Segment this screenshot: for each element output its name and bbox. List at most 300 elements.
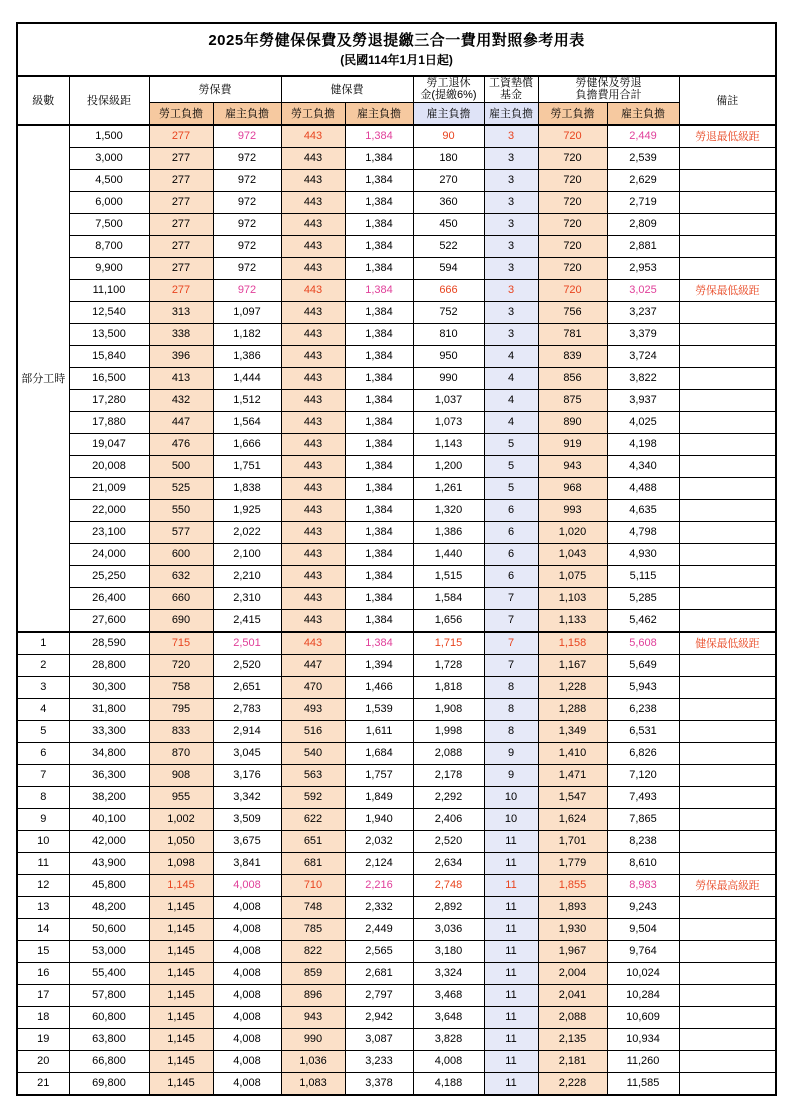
cell-health-employer: 1,384 — [345, 565, 413, 587]
cell-total-employer: 2,881 — [607, 235, 679, 257]
cell-total-employee: 1,103 — [538, 587, 607, 609]
header-health-insurance: 健保費 — [281, 76, 413, 103]
cell-health-employer: 1,384 — [345, 609, 413, 632]
cell-pension-employer: 1,908 — [413, 698, 484, 720]
header-bracket: 投保級距 — [69, 76, 149, 125]
table-title — [17, 23, 776, 76]
cell-labor-employee: 1,145 — [149, 984, 213, 1006]
header-grade: 級數 — [17, 76, 69, 125]
cell-total-employer: 8,983 — [607, 874, 679, 896]
cell-grade: 8 — [17, 786, 69, 808]
cell-wage-fund: 11 — [484, 918, 538, 940]
cell-bracket: 17,280 — [69, 389, 149, 411]
cell-total-employee: 1,075 — [538, 565, 607, 587]
subheader-total-employee: 勞工負擔 — [538, 102, 607, 125]
cell-bracket: 8,700 — [69, 235, 149, 257]
cell-grade: 12 — [17, 874, 69, 896]
cell-total-employer: 10,934 — [607, 1028, 679, 1050]
cell-labor-employer: 2,100 — [213, 543, 281, 565]
cell-total-employer: 5,285 — [607, 587, 679, 609]
cell-bracket: 23,100 — [69, 521, 149, 543]
cell-labor-employer: 2,415 — [213, 609, 281, 632]
table-row — [17, 499, 776, 521]
cell-labor-employer: 3,841 — [213, 852, 281, 874]
cell-wage-fund: 6 — [484, 521, 538, 543]
cell-total-employer: 6,238 — [607, 698, 679, 720]
cell-labor-employer: 972 — [213, 257, 281, 279]
cell-total-employee: 1,043 — [538, 543, 607, 565]
table-row — [17, 191, 776, 213]
cell-wage-fund: 11 — [484, 1028, 538, 1050]
cell-note — [679, 609, 776, 632]
cell-note — [679, 169, 776, 191]
cell-note — [679, 587, 776, 609]
cell-labor-employee: 1,145 — [149, 1006, 213, 1028]
cell-note — [679, 918, 776, 940]
cell-pension-employer: 4,188 — [413, 1072, 484, 1095]
cell-health-employer: 3,378 — [345, 1072, 413, 1095]
cell-health-employer: 1,384 — [345, 323, 413, 345]
cell-health-employer: 1,384 — [345, 169, 413, 191]
cell-labor-employer: 4,008 — [213, 896, 281, 918]
cell-health-employer: 1,384 — [345, 543, 413, 565]
cell-total-employee: 943 — [538, 455, 607, 477]
cell-wage-fund: 7 — [484, 632, 538, 655]
cell-wage-fund: 11 — [484, 896, 538, 918]
cell-total-employer: 4,930 — [607, 543, 679, 565]
header-labor-insurance: 勞保費 — [149, 76, 281, 103]
cell-bracket: 69,800 — [69, 1072, 149, 1095]
title-row — [17, 23, 776, 76]
cell-labor-employee: 715 — [149, 632, 213, 655]
cell-wage-fund: 6 — [484, 499, 538, 521]
cell-labor-employer: 972 — [213, 213, 281, 235]
table-row — [17, 257, 776, 279]
cell-total-employee: 756 — [538, 301, 607, 323]
cell-total-employee: 1,930 — [538, 918, 607, 940]
cell-health-employer: 1,384 — [345, 191, 413, 213]
cell-wage-fund: 5 — [484, 455, 538, 477]
cell-health-employer: 3,233 — [345, 1050, 413, 1072]
cell-pension-employer: 1,200 — [413, 455, 484, 477]
cell-note — [679, 455, 776, 477]
cell-grade: 18 — [17, 1006, 69, 1028]
cell-labor-employee: 1,098 — [149, 852, 213, 874]
cell-health-employee: 592 — [281, 786, 345, 808]
cell-total-employee: 890 — [538, 411, 607, 433]
header-pension-line1: 勞工退休 — [426, 76, 471, 89]
cell-health-employer: 1,384 — [345, 521, 413, 543]
cell-labor-employer: 4,008 — [213, 1050, 281, 1072]
cell-health-employer: 1,384 — [345, 367, 413, 389]
cell-bracket: 42,000 — [69, 830, 149, 852]
cell-labor-employer: 1,838 — [213, 477, 281, 499]
cell-labor-employer: 1,444 — [213, 367, 281, 389]
cell-pension-employer: 2,178 — [413, 764, 484, 786]
cell-pension-employer: 2,520 — [413, 830, 484, 852]
cell-labor-employer: 4,008 — [213, 918, 281, 940]
table-row — [17, 279, 776, 301]
cell-bracket: 20,008 — [69, 455, 149, 477]
cell-wage-fund: 11 — [484, 984, 538, 1006]
table-row — [17, 676, 776, 698]
cell-pension-employer: 2,634 — [413, 852, 484, 874]
subheader-li-employer: 雇主負擔 — [213, 102, 281, 125]
cell-bracket: 15,840 — [69, 345, 149, 367]
cell-total-employer: 2,809 — [607, 213, 679, 235]
cell-pension-employer: 360 — [413, 191, 484, 213]
cell-note — [679, 984, 776, 1006]
cell-total-employer: 5,608 — [607, 632, 679, 655]
cell-labor-employee: 833 — [149, 720, 213, 742]
cell-health-employee: 443 — [281, 169, 345, 191]
cell-health-employee: 896 — [281, 984, 345, 1006]
cell-labor-employee: 277 — [149, 125, 213, 148]
cell-health-employer: 2,124 — [345, 852, 413, 874]
cell-wage-fund: 9 — [484, 764, 538, 786]
cell-total-employer: 5,943 — [607, 676, 679, 698]
cell-bracket: 9,900 — [69, 257, 149, 279]
cell-note: 健保最低級距 — [679, 632, 776, 655]
cell-labor-employee: 277 — [149, 235, 213, 257]
cell-bracket: 31,800 — [69, 698, 149, 720]
cell-bracket: 7,500 — [69, 213, 149, 235]
table-row — [17, 543, 776, 565]
cell-wage-fund: 8 — [484, 676, 538, 698]
cell-labor-employee: 632 — [149, 565, 213, 587]
cell-bracket: 24,000 — [69, 543, 149, 565]
cell-grade: 9 — [17, 808, 69, 830]
cell-pension-employer: 810 — [413, 323, 484, 345]
cell-total-employer: 10,284 — [607, 984, 679, 1006]
cell-labor-employer: 4,008 — [213, 984, 281, 1006]
cell-note — [679, 433, 776, 455]
cell-total-employee: 1,158 — [538, 632, 607, 655]
table-row — [17, 918, 776, 940]
cell-bracket: 4,500 — [69, 169, 149, 191]
cell-wage-fund: 6 — [484, 543, 538, 565]
title-line-2: (民國114年1月1日起) — [340, 52, 453, 67]
cell-labor-employee: 413 — [149, 367, 213, 389]
cell-labor-employer: 4,008 — [213, 962, 281, 984]
cell-wage-fund: 3 — [484, 125, 538, 148]
cell-health-employee: 1,083 — [281, 1072, 345, 1095]
cell-note — [679, 654, 776, 676]
cell-health-employee: 447 — [281, 654, 345, 676]
cell-health-employer: 2,216 — [345, 874, 413, 896]
subheader-nhi-employer: 雇主負擔 — [345, 102, 413, 125]
cell-health-employer: 1,384 — [345, 389, 413, 411]
cell-bracket: 21,009 — [69, 477, 149, 499]
table-row — [17, 764, 776, 786]
cell-wage-fund: 11 — [484, 940, 538, 962]
cell-health-employee: 710 — [281, 874, 345, 896]
cell-labor-employer: 1,386 — [213, 345, 281, 367]
cell-labor-employer: 1,751 — [213, 455, 281, 477]
cell-health-employee: 943 — [281, 1006, 345, 1028]
cell-bracket: 50,600 — [69, 918, 149, 940]
cell-labor-employer: 1,097 — [213, 301, 281, 323]
header-total — [538, 76, 679, 103]
cell-labor-employee: 277 — [149, 257, 213, 279]
cell-health-employer: 3,087 — [345, 1028, 413, 1050]
cell-note — [679, 389, 776, 411]
cell-labor-employee: 1,145 — [149, 874, 213, 896]
table-row — [17, 808, 776, 830]
table-row — [17, 698, 776, 720]
cell-health-employer: 1,611 — [345, 720, 413, 742]
cell-health-employer: 2,332 — [345, 896, 413, 918]
cell-total-employer: 7,120 — [607, 764, 679, 786]
cell-labor-employee: 277 — [149, 279, 213, 301]
cell-wage-fund: 3 — [484, 191, 538, 213]
cell-health-employee: 859 — [281, 962, 345, 984]
cell-health-employer: 1,394 — [345, 654, 413, 676]
cell-health-employee: 443 — [281, 279, 345, 301]
cell-total-employee: 1,967 — [538, 940, 607, 962]
cell-health-employee: 1,036 — [281, 1050, 345, 1072]
table-row — [17, 632, 776, 655]
cell-note — [679, 676, 776, 698]
cell-health-employer: 1,384 — [345, 125, 413, 148]
table-row — [17, 367, 776, 389]
cell-note — [679, 786, 776, 808]
cell-total-employer: 2,539 — [607, 147, 679, 169]
cell-health-employer: 2,681 — [345, 962, 413, 984]
cell-bracket: 6,000 — [69, 191, 149, 213]
cell-note — [679, 742, 776, 764]
cell-labor-employee: 1,145 — [149, 1050, 213, 1072]
cell-wage-fund: 4 — [484, 411, 538, 433]
cell-wage-fund: 8 — [484, 720, 538, 742]
cell-health-employee: 493 — [281, 698, 345, 720]
table-row — [17, 1006, 776, 1028]
cell-labor-employee: 1,145 — [149, 940, 213, 962]
table-row — [17, 984, 776, 1006]
header-total-line2: 負擔費用合計 — [575, 89, 642, 102]
cell-health-employer: 2,942 — [345, 1006, 413, 1028]
cell-note — [679, 477, 776, 499]
cell-health-employee: 443 — [281, 609, 345, 632]
cell-total-employer: 3,822 — [607, 367, 679, 389]
cell-total-employee: 1,228 — [538, 676, 607, 698]
cell-wage-fund: 4 — [484, 367, 538, 389]
cell-pension-employer: 1,037 — [413, 389, 484, 411]
cell-health-employer: 1,384 — [345, 147, 413, 169]
cell-wage-fund: 11 — [484, 1072, 538, 1095]
table-row — [17, 609, 776, 632]
cell-bracket: 28,590 — [69, 632, 149, 655]
cell-health-employer: 1,539 — [345, 698, 413, 720]
cell-health-employee: 822 — [281, 940, 345, 962]
cell-labor-employer: 972 — [213, 279, 281, 301]
cell-note — [679, 257, 776, 279]
cell-health-employee: 785 — [281, 918, 345, 940]
cell-bracket: 55,400 — [69, 962, 149, 984]
cell-health-employee: 470 — [281, 676, 345, 698]
cell-labor-employee: 500 — [149, 455, 213, 477]
part-time-label: 部分工時 — [17, 125, 69, 632]
table-row — [17, 1050, 776, 1072]
header-pension — [413, 76, 484, 103]
cell-labor-employer: 3,342 — [213, 786, 281, 808]
header-wage-fund — [484, 76, 538, 103]
cell-pension-employer: 1,320 — [413, 499, 484, 521]
cell-wage-fund: 4 — [484, 345, 538, 367]
cell-health-employee: 443 — [281, 235, 345, 257]
cell-total-employee: 2,228 — [538, 1072, 607, 1095]
cell-total-employee: 720 — [538, 147, 607, 169]
cell-total-employee: 720 — [538, 279, 607, 301]
cell-health-employee: 622 — [281, 808, 345, 830]
cell-health-employee: 990 — [281, 1028, 345, 1050]
cell-pension-employer: 90 — [413, 125, 484, 148]
cell-note: 勞保最低級距 — [679, 279, 776, 301]
cell-pension-employer: 2,088 — [413, 742, 484, 764]
cell-wage-fund: 8 — [484, 698, 538, 720]
cell-total-employee: 1,020 — [538, 521, 607, 543]
cell-total-employee: 1,288 — [538, 698, 607, 720]
cell-grade: 4 — [17, 698, 69, 720]
cell-wage-fund: 11 — [484, 1006, 538, 1028]
cell-labor-employer: 4,008 — [213, 940, 281, 962]
cell-note — [679, 720, 776, 742]
cell-total-employee: 1,893 — [538, 896, 607, 918]
cell-total-employee: 1,701 — [538, 830, 607, 852]
table-row — [17, 455, 776, 477]
cell-pension-employer: 4,008 — [413, 1050, 484, 1072]
table-row — [17, 940, 776, 962]
cell-wage-fund: 5 — [484, 433, 538, 455]
cell-bracket: 36,300 — [69, 764, 149, 786]
cell-grade: 2 — [17, 654, 69, 676]
cell-total-employee: 968 — [538, 477, 607, 499]
header-total-line1: 勞健保及勞退 — [575, 76, 642, 89]
cell-health-employee: 681 — [281, 852, 345, 874]
table-row — [17, 125, 776, 148]
cell-pension-employer: 3,324 — [413, 962, 484, 984]
cell-note — [679, 962, 776, 984]
cell-labor-employee: 908 — [149, 764, 213, 786]
cell-health-employee: 651 — [281, 830, 345, 852]
cell-labor-employer: 2,501 — [213, 632, 281, 655]
cell-labor-employee: 525 — [149, 477, 213, 499]
cell-total-employer: 3,724 — [607, 345, 679, 367]
cell-pension-employer: 1,998 — [413, 720, 484, 742]
subheader-total-employer: 雇主負擔 — [607, 102, 679, 125]
cell-total-employee: 720 — [538, 213, 607, 235]
cell-health-employer: 1,384 — [345, 477, 413, 499]
cell-pension-employer: 3,036 — [413, 918, 484, 940]
cell-grade: 16 — [17, 962, 69, 984]
cell-health-employer: 1,384 — [345, 213, 413, 235]
cell-note: 勞退最低級距 — [679, 125, 776, 148]
cell-total-employee: 1,410 — [538, 742, 607, 764]
cell-bracket: 11,100 — [69, 279, 149, 301]
cell-wage-fund: 11 — [484, 874, 538, 896]
cell-wage-fund: 11 — [484, 962, 538, 984]
cell-labor-employer: 2,520 — [213, 654, 281, 676]
cell-total-employer: 4,340 — [607, 455, 679, 477]
cell-total-employer: 7,865 — [607, 808, 679, 830]
cell-total-employer: 4,798 — [607, 521, 679, 543]
subheader-nhi-employee: 勞工負擔 — [281, 102, 345, 125]
cell-health-employer: 1,384 — [345, 632, 413, 655]
cell-total-employer: 4,025 — [607, 411, 679, 433]
cell-health-employer: 1,384 — [345, 433, 413, 455]
cell-total-employer: 5,115 — [607, 565, 679, 587]
table-row — [17, 1072, 776, 1095]
cell-note — [679, 1072, 776, 1095]
cell-total-employee: 1,547 — [538, 786, 607, 808]
cell-labor-employer: 2,783 — [213, 698, 281, 720]
cell-total-employer: 2,629 — [607, 169, 679, 191]
cell-labor-employer: 972 — [213, 125, 281, 148]
cell-pension-employer: 950 — [413, 345, 484, 367]
cell-health-employee: 443 — [281, 301, 345, 323]
cell-labor-employee: 720 — [149, 654, 213, 676]
cell-wage-fund: 3 — [484, 235, 538, 257]
cell-labor-employee: 577 — [149, 521, 213, 543]
cell-total-employer: 10,609 — [607, 1006, 679, 1028]
cell-bracket: 1,500 — [69, 125, 149, 148]
cell-bracket: 43,900 — [69, 852, 149, 874]
cell-health-employee: 516 — [281, 720, 345, 742]
cell-total-employee: 2,004 — [538, 962, 607, 984]
table-row — [17, 654, 776, 676]
cell-total-employer: 7,493 — [607, 786, 679, 808]
cell-total-employee: 1,349 — [538, 720, 607, 742]
cell-note — [679, 323, 776, 345]
table-row — [17, 389, 776, 411]
cell-health-employer: 2,797 — [345, 984, 413, 1006]
cell-labor-employee: 338 — [149, 323, 213, 345]
cell-health-employee: 443 — [281, 125, 345, 148]
cell-grade: 15 — [17, 940, 69, 962]
cell-grade: 10 — [17, 830, 69, 852]
subheader-wage-employer: 雇主負擔 — [484, 102, 538, 125]
cell-labor-employee: 870 — [149, 742, 213, 764]
cell-health-employer: 1,466 — [345, 676, 413, 698]
cell-total-employee: 2,041 — [538, 984, 607, 1006]
cell-health-employee: 443 — [281, 455, 345, 477]
cell-pension-employer: 3,180 — [413, 940, 484, 962]
cell-pension-employer: 1,440 — [413, 543, 484, 565]
cell-total-employee: 856 — [538, 367, 607, 389]
cell-total-employer: 4,635 — [607, 499, 679, 521]
cell-bracket: 16,500 — [69, 367, 149, 389]
cell-wage-fund: 6 — [484, 565, 538, 587]
cell-total-employee: 1,133 — [538, 609, 607, 632]
cell-bracket: 40,100 — [69, 808, 149, 830]
cell-labor-employee: 277 — [149, 169, 213, 191]
cell-wage-fund: 3 — [484, 301, 538, 323]
table-row — [17, 235, 776, 257]
cell-total-employee: 720 — [538, 125, 607, 148]
cell-labor-employer: 972 — [213, 191, 281, 213]
cell-pension-employer: 990 — [413, 367, 484, 389]
cell-wage-fund: 4 — [484, 389, 538, 411]
cell-health-employee: 443 — [281, 191, 345, 213]
cell-labor-employee: 600 — [149, 543, 213, 565]
cell-health-employee: 443 — [281, 565, 345, 587]
cell-total-employer: 11,260 — [607, 1050, 679, 1072]
table-row — [17, 433, 776, 455]
cell-grade: 6 — [17, 742, 69, 764]
cell-pension-employer: 180 — [413, 147, 484, 169]
cell-labor-employee: 1,145 — [149, 918, 213, 940]
cell-health-employer: 1,384 — [345, 411, 413, 433]
